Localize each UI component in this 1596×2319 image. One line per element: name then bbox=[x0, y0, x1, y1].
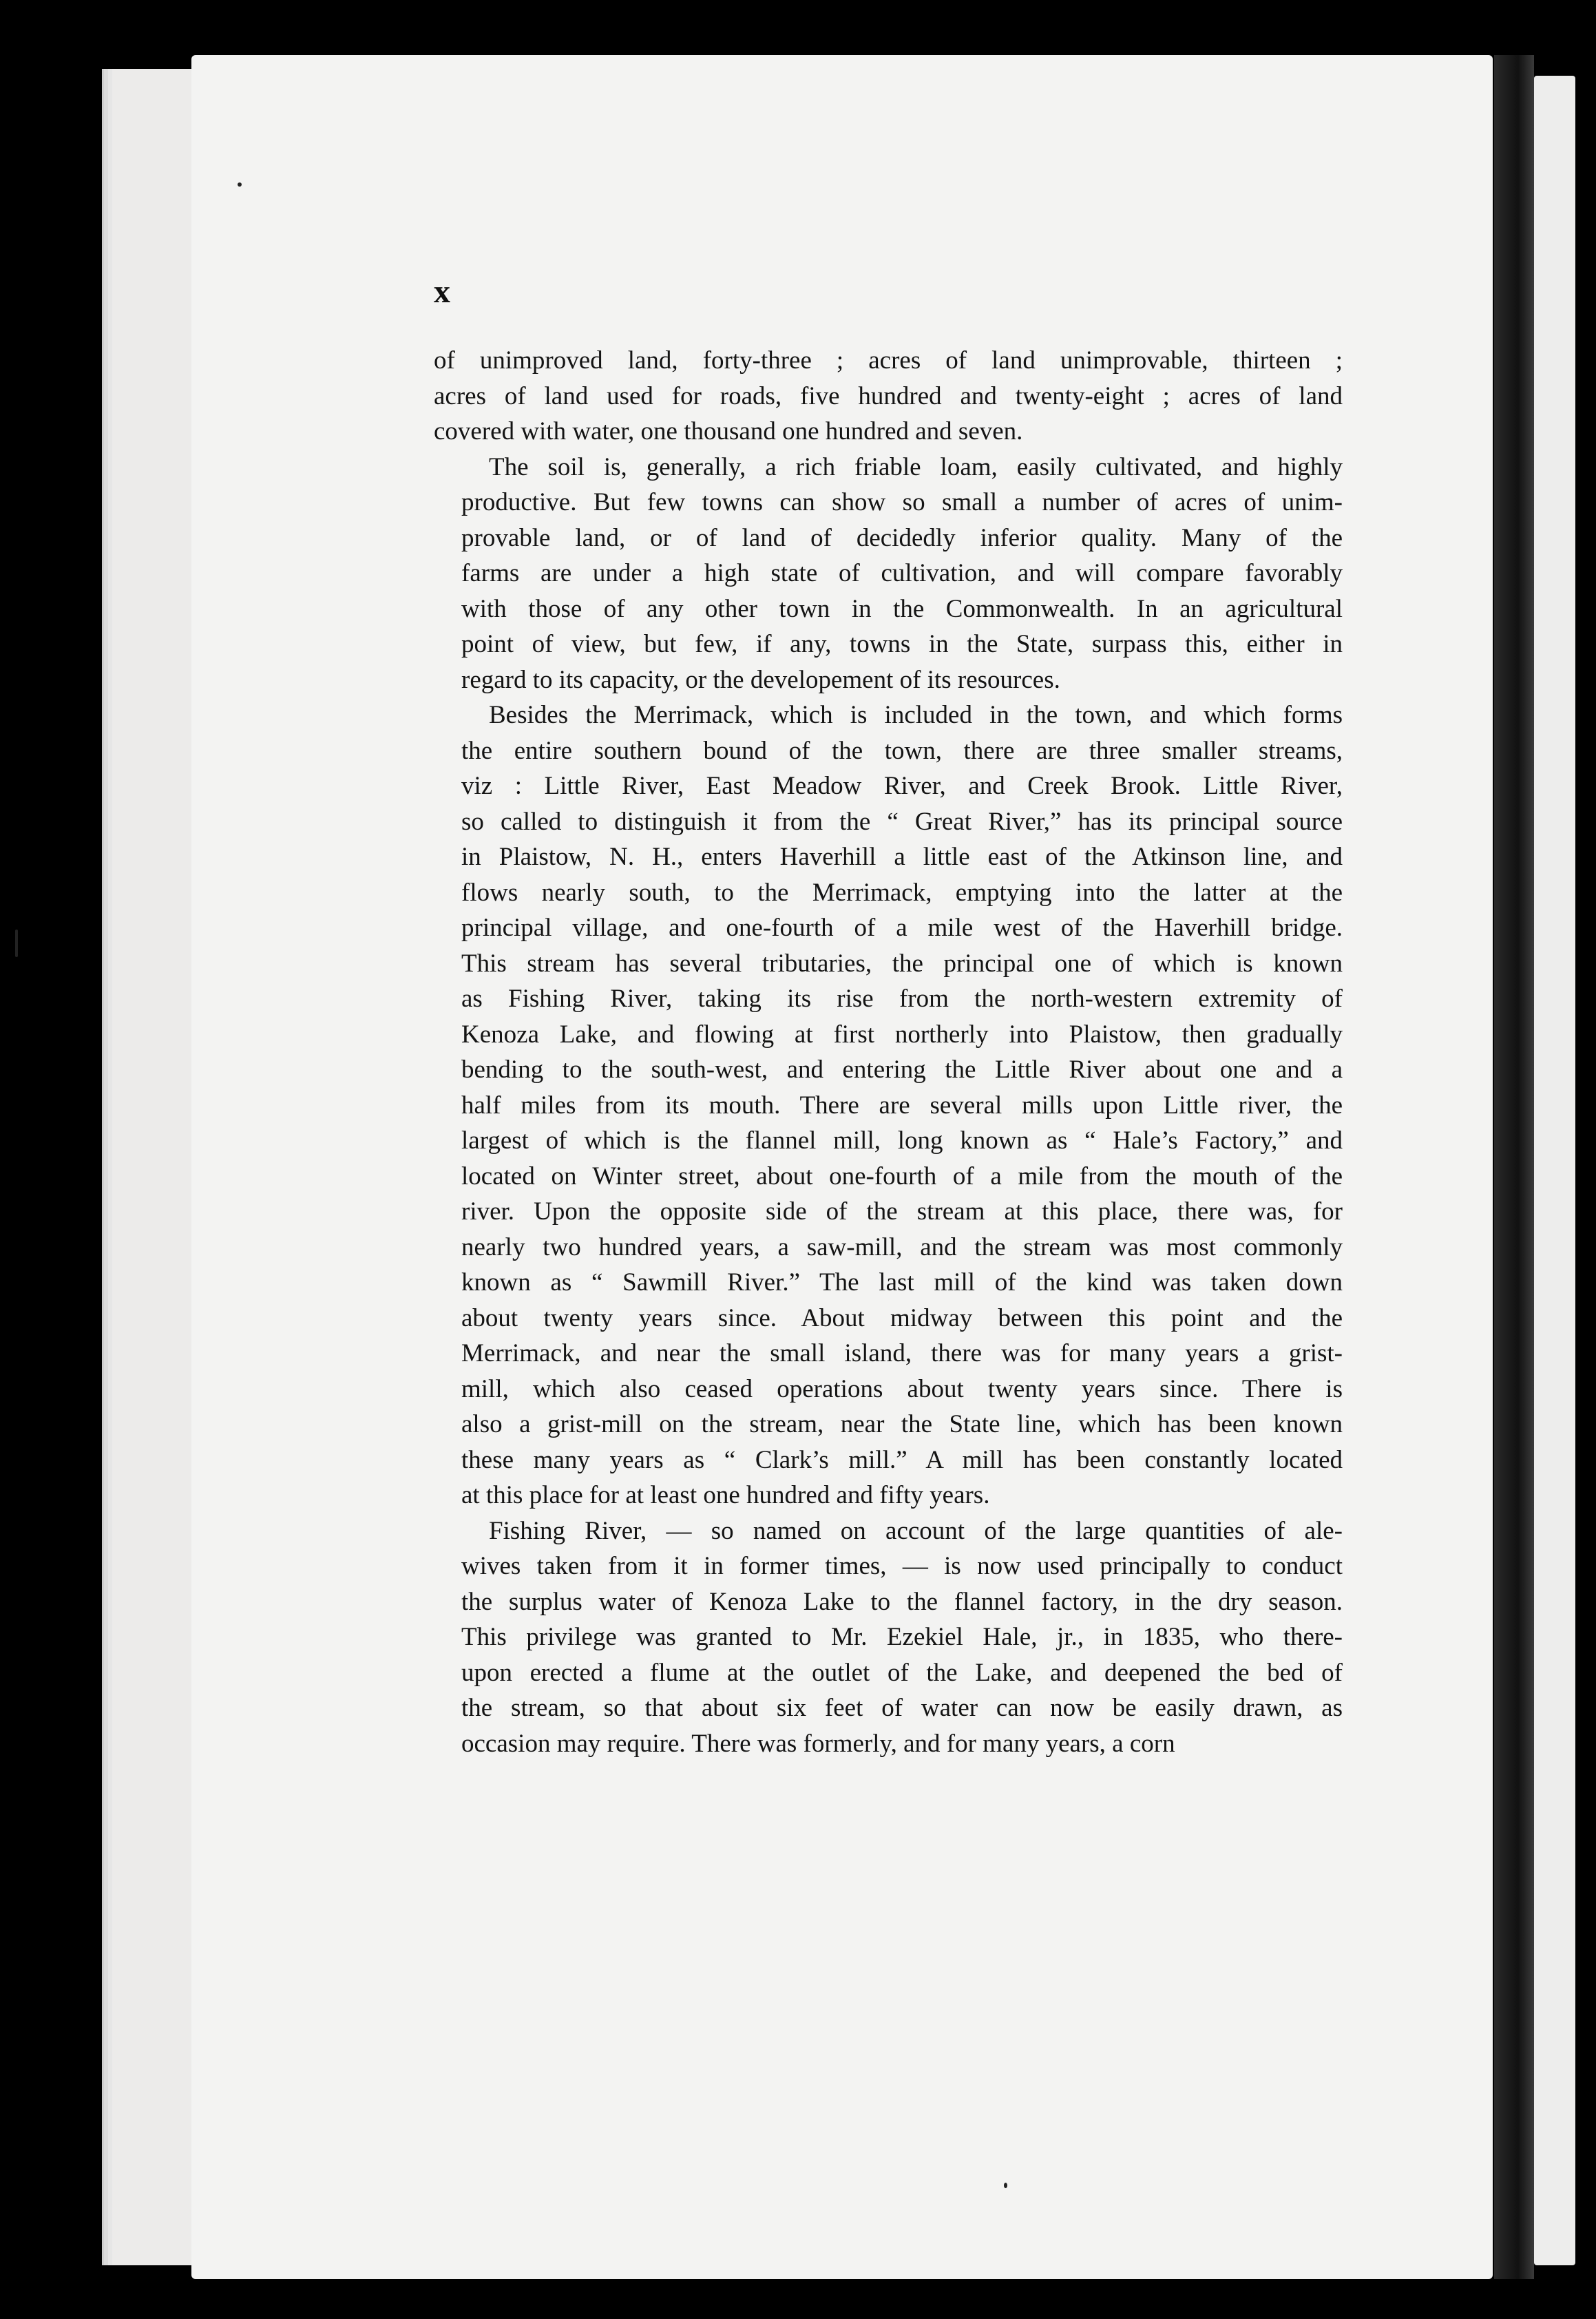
text-line: The soil is, generally, a rich friable loam, easily cultivated, and highly bbox=[489, 452, 1343, 481]
paragraph bbox=[434, 450, 1343, 698]
facing-page-edge bbox=[1534, 76, 1575, 2265]
text-line: bending to the south-west, and entering the Little River about one and a bbox=[461, 1056, 1343, 1084]
text-line: Besides the Merrimack, which is included in the town, and which forms bbox=[489, 701, 1343, 729]
text-line: provable land, or of land of decidedly inferior quality. Many of the bbox=[461, 523, 1343, 552]
text-line: covered with water, one thousand one hundred and seven. bbox=[434, 417, 1023, 445]
text-line: largest of which is the flannel mill, long known as “ Hale’s Factory,” and bbox=[461, 1126, 1343, 1155]
text-line: Fishing River, — so named on account of the large quantities of ale- bbox=[489, 1516, 1343, 1545]
text-line: flows nearly south, to the Merrimack, emptying into the latter at the bbox=[461, 878, 1343, 907]
text-line: also a grist-mill on the stream, near the State line, which has been known bbox=[461, 1410, 1343, 1438]
text-line: known as “ Sawmill River.” The last mill of the kind was taken down bbox=[461, 1268, 1343, 1297]
text-line: about twenty years since. About midway between this point and the bbox=[461, 1303, 1343, 1332]
text-line: half miles from its mouth. There are several mills upon Little river, the bbox=[461, 1091, 1343, 1120]
ink-speck bbox=[1004, 2183, 1007, 2188]
text-line: This privilege was granted to Mr. Ezekiel Hale, jr., in 1835, who there- bbox=[461, 1623, 1343, 1651]
text-line: as Fishing River, taking its rise from the north-western extremity of bbox=[461, 985, 1343, 1013]
text-line: at this place for at least one hundred and fifty years. bbox=[461, 1481, 990, 1509]
text-line: point of view, but few, if any, towns in the State, surpass this, either in bbox=[461, 630, 1343, 658]
text-line: farms are under a high state of cultivation, and will compare favorably bbox=[461, 559, 1343, 587]
body-text bbox=[434, 343, 1343, 1761]
text-line: the surplus water of Kenoza Lake to the flannel factory, in the dry season. bbox=[461, 1587, 1343, 1616]
text-line: wives taken from it in former times, — is now used principally to conduct bbox=[461, 1552, 1343, 1580]
text-line: these many years as “ Clark’s mill.” A mill has been constantly located bbox=[461, 1445, 1343, 1474]
text-line: so called to distinguish it from the “ Great River,” has its principal source bbox=[461, 807, 1343, 836]
ink-speck bbox=[238, 182, 242, 187]
text-line: in Plaistow, N. H., enters Haverhill a little east of the Atkinson line, and bbox=[461, 843, 1343, 871]
page-number: x bbox=[434, 273, 450, 310]
ink-speck bbox=[15, 930, 18, 957]
paragraph bbox=[434, 343, 1343, 450]
text-line: regard to its capacity, or the developement of its resources. bbox=[461, 665, 1060, 694]
text-line: viz : Little River, East Meadow River, and Creek Brook. Little River, bbox=[461, 772, 1343, 800]
text-line: located on Winter street, about one-fourth of a mile from the mouth of the bbox=[461, 1162, 1343, 1190]
text-line: acres of land used for roads, five hundred and twenty-eight ; acres of land bbox=[434, 381, 1343, 410]
text-line: principal village, and one-fourth of a mile west of the Haverhill bridge. bbox=[461, 914, 1343, 942]
text-line: Kenoza Lake, and flowing at first northerly into Plaistow, then gradually bbox=[461, 1020, 1343, 1049]
text-line: nearly two hundred years, a saw-mill, and the stream was most commonly bbox=[461, 1232, 1343, 1261]
text-line: the entire southern bound of the town, there are three smaller streams, bbox=[461, 736, 1343, 765]
text-line: upon erected a flume at the outlet of the Lake, and deepened the bed of bbox=[461, 1658, 1343, 1687]
paragraph bbox=[434, 697, 1343, 1513]
paragraph bbox=[434, 1513, 1343, 1762]
book-gutter bbox=[1494, 55, 1534, 2279]
text-line: river. Upon the opposite side of the stream at this place, there was, for bbox=[461, 1197, 1343, 1226]
text-line: Merrimack, and near the small island, there was for many years a grist- bbox=[461, 1339, 1343, 1367]
text-line: the stream, so that about six feet of water can now be easily drawn, as bbox=[461, 1694, 1343, 1722]
text-line: with those of any other town in the Commonwealth. In an agricultural bbox=[461, 594, 1343, 623]
text-line: occasion may require. There was formerly, and for many years, a corn bbox=[461, 1729, 1175, 1758]
text-line: of unimproved land, forty-three ; acres of land unimprovable, thirteen ; bbox=[434, 346, 1343, 375]
text-line: productive. But few towns can show so small a number of acres of unim- bbox=[461, 488, 1343, 516]
text-line: mill, which also ceased operations about twenty years since. There is bbox=[461, 1374, 1343, 1403]
text-line: This stream has several tributaries, the principal one of which is known bbox=[461, 949, 1343, 978]
